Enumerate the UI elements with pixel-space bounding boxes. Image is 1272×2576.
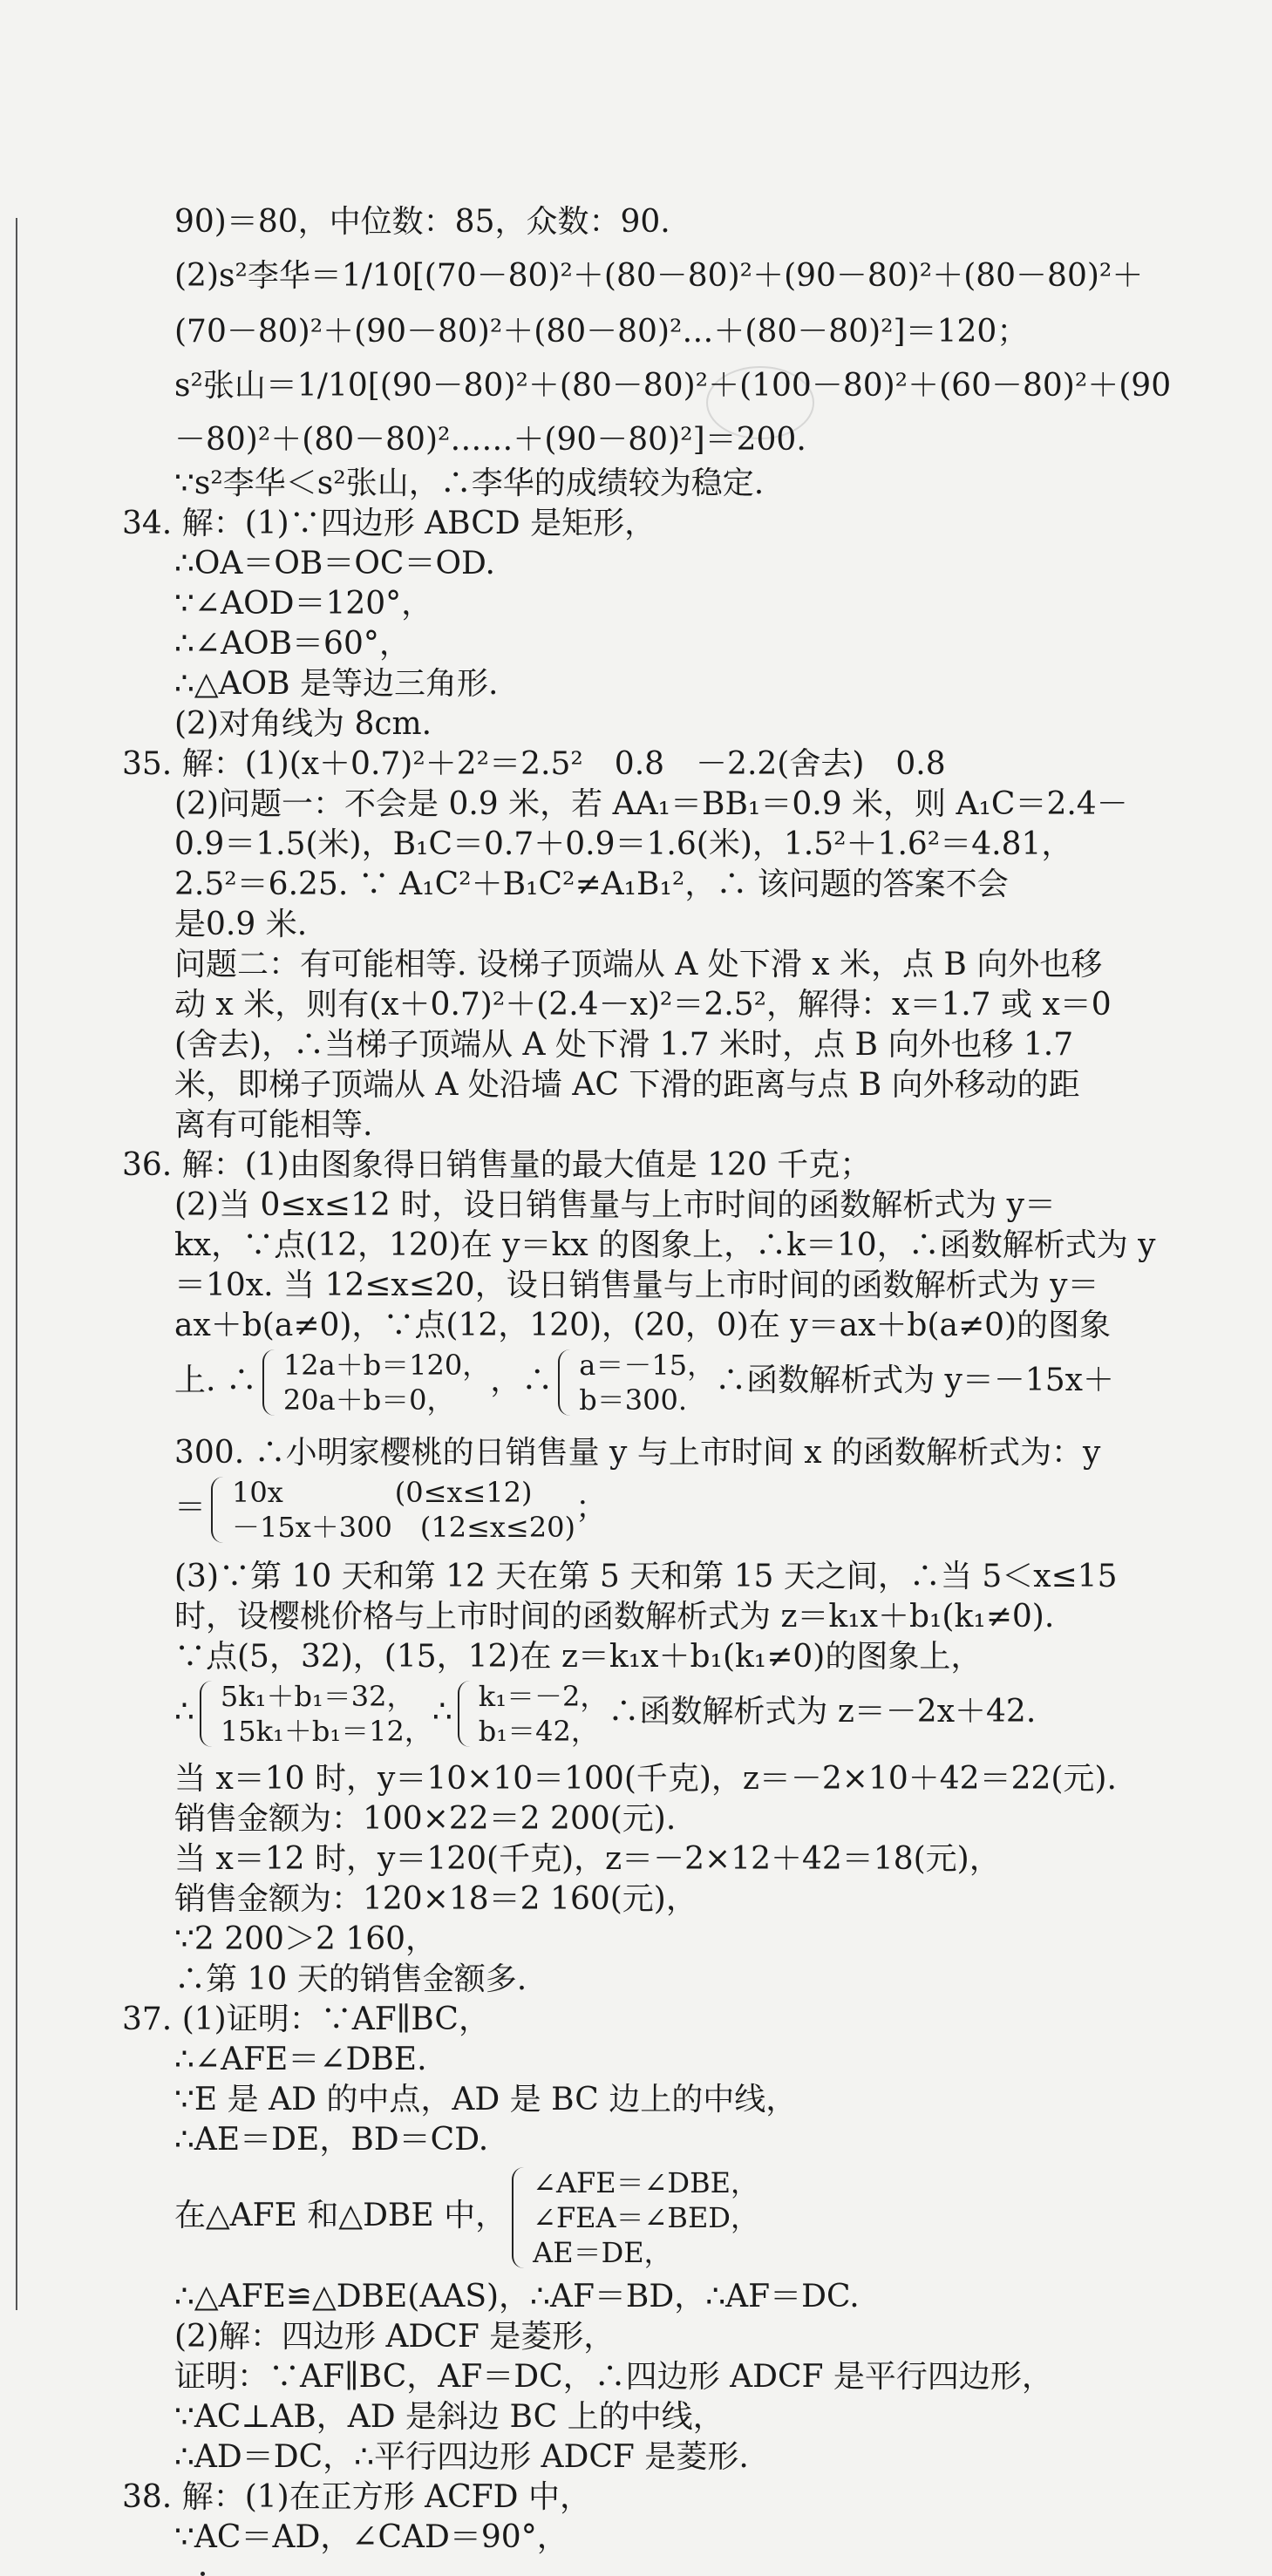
question-35: 35. 解：(1)(x＋0.7)²＋2²＝2.5² 0.8 －2.2(舍去) 0.8 [122, 746, 946, 782]
text-line: 离有可能相等. [174, 1107, 373, 1143]
text-line: 90)＝80，中位数：85，众数：90. [174, 204, 670, 240]
text-line: 问题二：有可能相等. 设梯子顶端从 A 处下滑 x 米，点 B 向外也移 [174, 947, 1103, 982]
text-line: (2)s²李华＝1/10[(70－80)²＋(80－80)²＋(90－80)²＋(80－80)²＋ [174, 258, 1144, 294]
equation-system-36a: 上. ∴ 12a＋b＝120， 20a＋b＝0， ，∴ a＝－15， b＝300. ∴函数解析式为 y＝－15x＋ [174, 1349, 1114, 1417]
text-line: ∴AD＝DC，∴平行四边形 ADCF 是菱形. [174, 2439, 749, 2475]
text-line: ∴∠AOB＝60°， [174, 626, 411, 662]
text-line: 是0.9 米. [174, 907, 308, 942]
question-36: 36. 解：(1)由图象得日销售量的最大值是 120 千克； [122, 1147, 872, 1183]
text-line: 0.9＝1.5(米)，B₁C＝0.7＋0.9＝1.6(米)，1.5²＋1.6²＝4.81， [174, 826, 1073, 862]
text-line: (舍去)，∴当梯子顶端从 A 处下滑 1.7 米时，点 B 向外也移 1.7 [174, 1027, 1074, 1063]
text-line: ∴第 10 天的销售金额多. [174, 1961, 527, 1997]
text-line: ∵点(5，32)，(15，12)在 z＝k₁x＋b₁(k₁≠0)的图象上， [174, 1639, 983, 1675]
text-line: ∴AE＝DE，BD＝CD. [174, 2122, 489, 2158]
text-line: 米，即梯子顶端从 A 处沿墙 AC 下滑的距离与点 B 向外移动的距 [174, 1067, 1080, 1103]
text-line: (70－80)²＋(90－80)²＋(80－80)²…＋(80－80)²]＝120； [174, 314, 1029, 350]
text-line: (2)对角线为 8cm. [174, 706, 432, 742]
question-34: 34. 解：(1)∵四边形 ABCD 是矩形， [122, 506, 656, 541]
text-line: －80)²＋(80－80)²……＋(90－80)²]＝200. [174, 422, 806, 458]
text-line: ∵s²李华＜s²张山，∴李华的成绩较为稳定. [174, 466, 765, 501]
margin-rule [16, 218, 17, 2310]
text-line: ∵AC＝AD，∠CAD＝90°， [174, 2519, 568, 2555]
text-line: ∴△AFE≌△DBE(AAS)，∴AF＝BD，∴AF＝DC. [174, 2279, 860, 2314]
speck [201, 2572, 205, 2576]
text-line: 300. ∴小明家樱桃的日销售量 y 与上市时间 x 的函数解析式为：y [174, 1435, 1101, 1471]
text-line: ∵E 是 AD 的中点，AD 是 BC 边上的中线， [174, 2082, 798, 2117]
text-line: 2.5²＝6.25. ∵ A₁C²＋B₁C²≠A₁B₁²，∴ 该问题的答案不会 [174, 867, 1009, 902]
text-line: ∵∠AOD＝120°， [174, 586, 433, 622]
text-line: (2)问题一：不会是 0.9 米，若 AA₁＝BB₁＝0.9 米，则 A₁C＝2.4－ [174, 786, 1128, 822]
text-line: (3)∵第 10 天和第 12 天在第 5 天和第 15 天之间，∴当 5＜x≤15 [174, 1559, 1118, 1594]
text-line: ∴OA＝OB＝OC＝OD. [174, 546, 495, 581]
text-line: ax＋b(a≠0)，∵点(12，120)，(20，0)在 y＝ax＋b(a≠0)的图象 [174, 1308, 1112, 1343]
text-line: (2)解：四边形 ADCF 是菱形， [174, 2319, 616, 2355]
text-line: ∵2 200＞2 160， [174, 1921, 438, 1957]
piecewise-function-36: ＝ 10x (0≤x≤12) －15x＋300 (12≤x≤20) ； [174, 1476, 607, 1544]
congruence-conditions-37: 在△AFE 和△DBE 中， ∠AFE＝∠DBE， ∠FEA＝∠BED， AE＝DE， [174, 2166, 758, 2269]
text-line: ∵AC⊥AB，AD 是斜边 BC 上的中线， [174, 2399, 724, 2435]
text-line: (2)当 0≤x≤12 时，设日销售量与上市时间的函数解析式为 y＝ [174, 1187, 1057, 1223]
text-line: 销售金额为：100×22＝2 200(元). [174, 1801, 677, 1837]
equation-system-36c: ∴ 5k₁＋b₁＝32， 15k₁＋b₁＝12， ∴ k₁＝－2， b₁＝42， ∴函数解析式为 z＝－2x＋42. [174, 1680, 1037, 1748]
text-line: s²张山＝1/10[(90－80)²＋(80－80)²＋(100－80)²＋(60－80)²＋(90 [174, 368, 1172, 404]
question-37: 37. (1)证明：∵AF∥BC， [122, 2002, 490, 2037]
text-line: ∴∠AFE＝∠DBE. [174, 2042, 427, 2077]
text-line: 证明：∵AF∥BC，AF＝DC，∴四边形 ADCF 是平行四边形， [174, 2359, 1053, 2395]
text-line: 动 x 米，则有(x＋0.7)²＋(2.4－x)²＝2.5²，解得：x＝1.7 或 x＝0 [174, 987, 1112, 1023]
text-line: ＝10x. 当 12≤x≤20，设日销售量与上市时间的函数解析式为 y＝ [174, 1268, 1099, 1303]
text-line: 时，设樱桃价格与上市时间的函数解析式为 z＝k₁x＋b₁(k₁≠0). [174, 1599, 1055, 1635]
text-line: kx，∵点(12，120)在 y＝kx 的图象上，∴k＝10，∴函数解析式为 y [174, 1227, 1156, 1263]
text-line: ∴△AOB 是等边三角形. [174, 666, 499, 702]
text-line: 当 x＝10 时，y＝10×10＝100(千克)，z＝－2×10＋42＝22(元). [174, 1761, 1117, 1797]
question-38: 38. 解：(1)在正方形 ACFD 中， [122, 2479, 591, 2515]
text-line: 当 x＝12 时，y＝120(千克)，z＝－2×12＋42＝18(元)， [174, 1841, 1001, 1877]
text-line: 销售金额为：120×18＝2 160(元)， [174, 1881, 697, 1917]
